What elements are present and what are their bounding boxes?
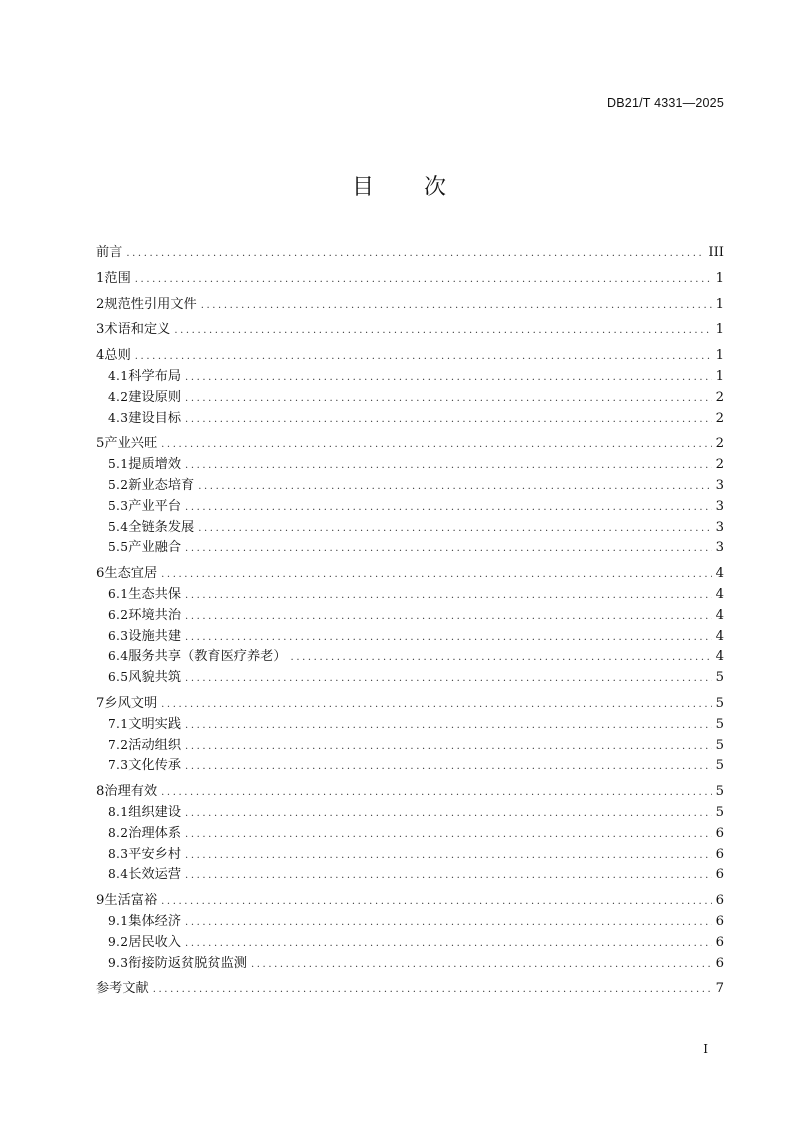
toc-entry[interactable] — [96, 432, 724, 453]
toc-dot-leader — [185, 502, 712, 513]
toc-entry-label: 产业融合 — [128, 540, 182, 556]
toc-entry[interactable] — [96, 952, 724, 973]
toc-entry[interactable] — [96, 583, 724, 604]
toc-entry[interactable] — [96, 495, 724, 516]
toc-entry-page: 1 — [715, 348, 724, 364]
toc-entry-number: 4.2 — [108, 389, 129, 404]
toc-entry-number: 6.2 — [108, 607, 129, 622]
toc-dot-leader — [161, 787, 711, 798]
toc-entry-label: 前言 — [96, 245, 123, 260]
toc-entry-page: 5 — [715, 804, 724, 820]
toc-entry[interactable] — [96, 754, 724, 775]
toc-entry-label: 治理体系 — [128, 825, 182, 841]
toc-entry-page: 6 — [715, 934, 724, 950]
toc-dot-leader — [185, 741, 712, 752]
toc-entry[interactable] — [96, 293, 724, 314]
toc-entry-label: 生活富裕 — [104, 893, 158, 909]
toc-entry-page: 4 — [715, 586, 724, 602]
toc-entry-label: 产业兴旺 — [104, 436, 158, 452]
toc-dot-leader — [185, 632, 712, 643]
toc-entry[interactable] — [96, 843, 724, 864]
toc-entry-label: 参考文献 — [96, 981, 149, 997]
toc-entry[interactable] — [96, 889, 724, 910]
toc-entry-label: 建设目标 — [128, 410, 182, 426]
toc-entry[interactable] — [96, 267, 724, 288]
toc-entry-label: 活动组织 — [128, 737, 182, 753]
toc-dot-leader — [161, 896, 711, 907]
toc-entry-label: 服务共享（教育医疗养老） — [128, 649, 287, 665]
toc-entry-label: 范围 — [104, 270, 131, 286]
toc-entry-page: 6 — [715, 846, 724, 862]
toc-entry-label: 集体经济 — [128, 913, 182, 929]
toc-entry-number: 4 — [96, 348, 105, 364]
toc-entry-number: 8.2 — [108, 825, 129, 840]
toc-entry-page: III — [708, 245, 724, 260]
toc-entry-label: 长效运营 — [128, 867, 182, 883]
toc-entry-number: 5.2 — [108, 477, 129, 492]
toc-entry-page: 6 — [715, 913, 724, 929]
toc-entry-label: 生态宜居 — [104, 566, 158, 582]
toc-entry-page: 3 — [715, 519, 724, 535]
toc-entry-page: 3 — [715, 498, 724, 514]
toc-entry[interactable] — [96, 863, 724, 884]
toc-entry-number: 6.1 — [108, 586, 129, 601]
toc-entry[interactable] — [96, 474, 724, 495]
toc-entry-page: 2 — [715, 436, 724, 452]
toc-dot-leader — [185, 829, 712, 840]
toc-entry-number: 9.1 — [108, 913, 129, 928]
toc-entry[interactable] — [96, 645, 724, 666]
toc-entry-number: 2 — [96, 296, 105, 312]
toc-entry-number: 5.4 — [108, 519, 129, 534]
toc-entry[interactable] — [96, 604, 724, 625]
toc-entry-page: 1 — [715, 296, 724, 312]
toc-dot-leader — [185, 673, 712, 684]
toc-dot-leader — [135, 351, 712, 362]
toc-entry[interactable] — [96, 977, 724, 998]
toc-entry-number: 5.3 — [108, 498, 129, 513]
toc-entry-number: 6.4 — [108, 649, 129, 664]
toc-entry[interactable] — [96, 801, 724, 822]
toc-entry[interactable] — [96, 318, 724, 339]
toc-entry-page: 2 — [715, 389, 724, 405]
toc-entry-label: 提质增效 — [128, 457, 182, 473]
toc-entry-number: 8 — [96, 784, 105, 800]
toc-entry[interactable] — [96, 713, 724, 734]
toc-entry-label: 风貌共筑 — [128, 670, 182, 686]
toc-entry[interactable] — [96, 407, 724, 428]
toc-entry-page: 2 — [715, 457, 724, 473]
toc-entry-label: 设施共建 — [128, 628, 182, 644]
toc-entry-label: 平安乡村 — [128, 846, 182, 862]
toc-entry[interactable] — [96, 780, 724, 801]
toc-dot-leader — [185, 460, 712, 471]
toc-entry-page: 6 — [715, 955, 724, 971]
toc-entry-page: 3 — [715, 540, 724, 556]
toc-entry-label: 文明实践 — [128, 716, 182, 732]
toc-dot-leader — [135, 274, 712, 285]
toc-entry-number: 7 — [96, 695, 105, 711]
toc-entry-label: 治理有效 — [104, 784, 158, 800]
toc-dot-leader — [185, 543, 712, 554]
toc-dot-leader — [185, 393, 712, 404]
toc-entry-label: 科学布局 — [128, 368, 182, 384]
toc-entry[interactable] — [96, 666, 724, 687]
toc-entry-page: 7 — [715, 981, 724, 997]
toc-entry-number: 5.5 — [108, 540, 129, 555]
toc-entry-page: 4 — [715, 628, 724, 644]
toc-entry-number: 8.4 — [108, 867, 129, 882]
toc-entry-page: 5 — [715, 716, 724, 732]
toc-entry-number: 1 — [96, 270, 105, 286]
toc-dot-leader — [185, 761, 712, 772]
toc-entry-page: 5 — [715, 670, 724, 686]
toc-dot-leader — [185, 590, 712, 601]
toc-entry-number: 7.3 — [108, 758, 129, 773]
toc-entry-label: 全链条发展 — [128, 519, 195, 535]
toc-dot-leader — [185, 720, 712, 731]
toc-entry-page: 4 — [715, 566, 724, 582]
toc-dot-leader — [161, 439, 711, 450]
toc-entry-page: 5 — [715, 784, 724, 800]
toc-entry[interactable] — [96, 453, 724, 474]
toc-entry-label: 居民收入 — [128, 934, 182, 950]
toc-entry-page: 3 — [715, 477, 724, 493]
toc-entry-page: 4 — [715, 607, 724, 623]
toc-dot-leader — [185, 372, 712, 383]
toc-entry[interactable] — [96, 910, 724, 931]
toc-entry-label: 术语和定义 — [104, 322, 171, 338]
toc-dot-leader — [153, 984, 712, 995]
toc-entry[interactable] — [96, 365, 724, 386]
toc-dot-leader — [185, 938, 712, 949]
toc-entry-label: 组织建设 — [128, 804, 182, 820]
toc-entry-label: 新业态培育 — [128, 477, 195, 493]
toc-entry-page: 1 — [715, 368, 724, 384]
toc-entry-number: 5.1 — [108, 457, 129, 472]
toc-entry[interactable] — [96, 241, 724, 262]
toc-entry-page: 6 — [715, 893, 724, 909]
toc-entry-number: 5 — [96, 436, 105, 452]
toc-entry[interactable] — [96, 822, 724, 843]
toc-dot-leader — [198, 523, 711, 534]
toc-dot-leader — [174, 325, 711, 336]
toc-entry-label: 总则 — [104, 348, 131, 364]
toc-dot-leader — [185, 808, 712, 819]
toc-entry-page: 6 — [715, 867, 724, 883]
toc-entry-page: 2 — [715, 410, 724, 426]
table-of-contents — [96, 241, 724, 998]
toc-entry-number: 4.3 — [108, 410, 129, 425]
toc-entry-number: 4.1 — [108, 368, 129, 383]
page-title: 目 次 — [351, 175, 448, 200]
toc-dot-leader — [185, 917, 712, 928]
toc-entry-page: 5 — [715, 758, 724, 774]
toc-entry-number: 7.1 — [108, 716, 129, 731]
toc-entry[interactable] — [96, 386, 724, 407]
toc-entry-number: 3 — [96, 322, 105, 338]
toc-dot-leader — [201, 300, 712, 311]
toc-entry-page: 6 — [715, 825, 724, 841]
toc-entry-number: 7.2 — [108, 737, 129, 752]
toc-dot-leader — [185, 414, 712, 425]
toc-entry-label: 衔接防返贫脱贫监测 — [128, 955, 247, 971]
toc-entry[interactable] — [96, 625, 724, 646]
toc-entry-label: 环境共治 — [128, 607, 182, 623]
toc-entry-number: 9.2 — [108, 934, 129, 949]
toc-entry-label: 乡风文明 — [104, 695, 158, 711]
footer-page-number: I — [703, 1042, 708, 1056]
toc-entry-label: 建设原则 — [128, 389, 182, 405]
toc-entry-label: 规范性引用文件 — [104, 296, 197, 312]
toc-dot-leader — [161, 699, 711, 710]
toc-entry-number: 8.1 — [108, 804, 129, 819]
toc-dot-leader — [185, 611, 712, 622]
toc-entry[interactable] — [96, 931, 724, 952]
toc-dot-leader — [161, 569, 711, 580]
toc-dot-leader — [185, 850, 712, 861]
toc-dot-leader — [251, 959, 712, 970]
toc-dot-leader — [291, 652, 712, 663]
toc-entry[interactable] — [96, 734, 724, 755]
toc-entry-page: 5 — [715, 737, 724, 753]
toc-entry-label: 文化传承 — [128, 758, 182, 774]
toc-entry-page: 1 — [715, 270, 724, 286]
toc-entry-page: 1 — [715, 322, 724, 338]
toc-entry[interactable] — [96, 516, 724, 537]
toc-entry-number: 9.3 — [108, 955, 129, 970]
toc-entry-page: 4 — [715, 649, 724, 665]
toc-dot-leader — [185, 870, 712, 881]
toc-entry[interactable] — [96, 562, 724, 583]
standard-code: DB21/T 4331—2025 — [607, 96, 724, 110]
toc-entry-number: 8.3 — [108, 846, 129, 861]
toc-dot-leader — [126, 248, 704, 259]
toc-entry[interactable] — [96, 344, 724, 365]
toc-entry-label: 产业平台 — [128, 498, 182, 514]
toc-entry-page: 5 — [715, 695, 724, 711]
toc-entry-label: 生态共保 — [128, 586, 182, 602]
toc-entry-number: 6.3 — [108, 628, 129, 643]
toc-entry-number: 6 — [96, 566, 105, 582]
toc-dot-leader — [198, 481, 711, 492]
toc-entry-number: 6.5 — [108, 670, 129, 685]
toc-entry[interactable] — [96, 536, 724, 557]
toc-entry-number: 9 — [96, 893, 105, 909]
toc-entry[interactable] — [96, 692, 724, 713]
